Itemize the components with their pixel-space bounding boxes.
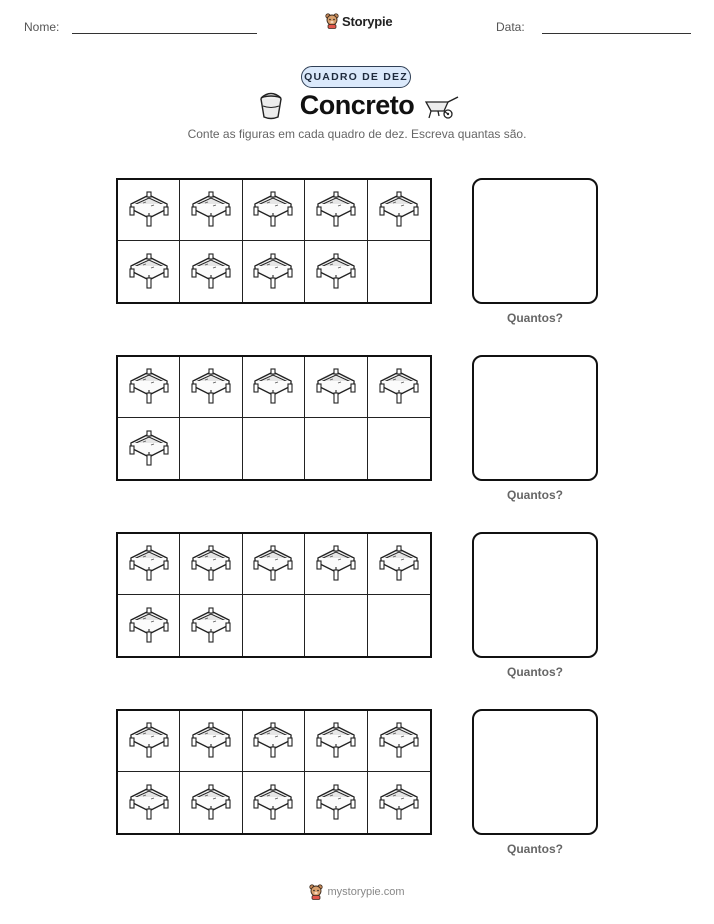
ten-frame-cell	[305, 772, 367, 833]
ten-frame-cell	[368, 241, 430, 302]
concrete-mold-icon	[189, 721, 233, 761]
answer-box[interactable]	[472, 532, 598, 658]
ten-frame-cell	[180, 241, 242, 302]
ten-frame-cell	[118, 772, 180, 833]
ten-frame-cell	[180, 357, 242, 418]
concrete-mold-icon	[251, 252, 295, 292]
ten-frame-cell	[243, 418, 305, 479]
concrete-mold-icon	[189, 252, 233, 292]
wheelbarrow-icon	[424, 94, 462, 120]
concrete-mold-icon	[251, 721, 295, 761]
name-line[interactable]	[72, 33, 257, 34]
concrete-mold-icon	[251, 367, 295, 407]
page-title: Concreto	[299, 90, 415, 120]
answer-box[interactable]	[472, 178, 598, 304]
concrete-mold-icon	[127, 606, 171, 646]
ten-frame-cell	[180, 595, 242, 656]
ten-frame-cell	[305, 595, 367, 656]
ten-frame-cell	[305, 711, 367, 772]
concrete-mold-icon	[377, 190, 421, 230]
bear-mascot-icon	[325, 13, 339, 29]
ten-frame	[116, 532, 432, 658]
concrete-mold-icon	[314, 252, 358, 292]
ten-frame-cell	[243, 772, 305, 833]
answer-label: Quantos?	[507, 311, 563, 325]
concrete-mold-icon	[377, 721, 421, 761]
concrete-mold-icon	[189, 367, 233, 407]
ten-frame-cell	[180, 711, 242, 772]
brand-name: Storypie	[342, 13, 393, 29]
ten-frame-cell	[368, 418, 430, 479]
activity-badge: QUADRO DE DEZ	[301, 66, 411, 88]
ten-frame-cell	[243, 711, 305, 772]
concrete-mold-icon	[189, 606, 233, 646]
concrete-mold-icon	[127, 190, 171, 230]
concrete-mold-icon	[251, 190, 295, 230]
concrete-mold-icon	[314, 190, 358, 230]
ten-frame-cell	[305, 418, 367, 479]
answer-box[interactable]	[472, 709, 598, 835]
ten-frame-cell	[368, 711, 430, 772]
ten-frame-cell	[368, 534, 430, 595]
ten-frame	[116, 355, 432, 481]
ten-frame-cell	[180, 534, 242, 595]
answer-box[interactable]	[472, 355, 598, 481]
ten-frame-cell	[118, 711, 180, 772]
ten-frame-cell	[368, 595, 430, 656]
concrete-mold-icon	[251, 783, 295, 823]
concrete-mold-icon	[251, 544, 295, 584]
ten-frame-cell	[368, 180, 430, 241]
ten-frame-cell	[305, 357, 367, 418]
concrete-mold-icon	[314, 544, 358, 584]
ten-frame-cell	[243, 241, 305, 302]
ten-frame-cell	[118, 534, 180, 595]
ten-frame-cell	[368, 357, 430, 418]
concrete-mold-icon	[127, 783, 171, 823]
concrete-mold-icon	[127, 429, 171, 469]
ten-frame-cell	[305, 241, 367, 302]
brand-logo	[325, 13, 392, 29]
name-label: Nome:	[24, 20, 60, 34]
concrete-mold-icon	[127, 544, 171, 584]
ten-frame-cell	[118, 418, 180, 479]
ten-frame-cell	[243, 357, 305, 418]
answer-label: Quantos?	[507, 488, 563, 502]
date-label: Data:	[496, 20, 525, 34]
ten-frame-cell	[180, 180, 242, 241]
concrete-mold-icon	[314, 367, 358, 407]
ten-frame-cell	[180, 418, 242, 479]
ten-frame-cell	[180, 772, 242, 833]
ten-frame-cell	[243, 180, 305, 241]
ten-frame-cell	[305, 534, 367, 595]
answer-label: Quantos?	[507, 842, 563, 856]
concrete-mold-icon	[127, 367, 171, 407]
ten-frame-cell	[118, 241, 180, 302]
footer-url: mystorypie.com	[327, 886, 405, 898]
ten-frame-cell	[243, 534, 305, 595]
ten-frame-cell	[305, 180, 367, 241]
footer	[0, 884, 714, 900]
date-line[interactable]	[542, 33, 691, 34]
ten-frame	[116, 709, 432, 835]
instructions: Conte as figuras em cada quadro de dez. Escreva quantas são.	[187, 127, 527, 141]
concrete-mold-icon	[377, 367, 421, 407]
concrete-mold-icon	[377, 544, 421, 584]
concrete-mold-icon	[189, 190, 233, 230]
concrete-mold-icon	[189, 544, 233, 584]
concrete-mold-icon	[377, 783, 421, 823]
concrete-mold-icon	[127, 721, 171, 761]
ten-frame-cell	[368, 772, 430, 833]
ten-frame-cell	[118, 357, 180, 418]
concrete-mold-icon	[127, 252, 171, 292]
concrete-mold-icon	[314, 783, 358, 823]
concrete-mold-icon	[314, 721, 358, 761]
ten-frame	[116, 178, 432, 304]
ten-frame-cell	[118, 595, 180, 656]
bear-mascot-icon	[309, 884, 323, 900]
answer-label: Quantos?	[507, 665, 563, 679]
ten-frame-cell	[243, 595, 305, 656]
ten-frame-cell	[118, 180, 180, 241]
concrete-mold-icon	[189, 783, 233, 823]
